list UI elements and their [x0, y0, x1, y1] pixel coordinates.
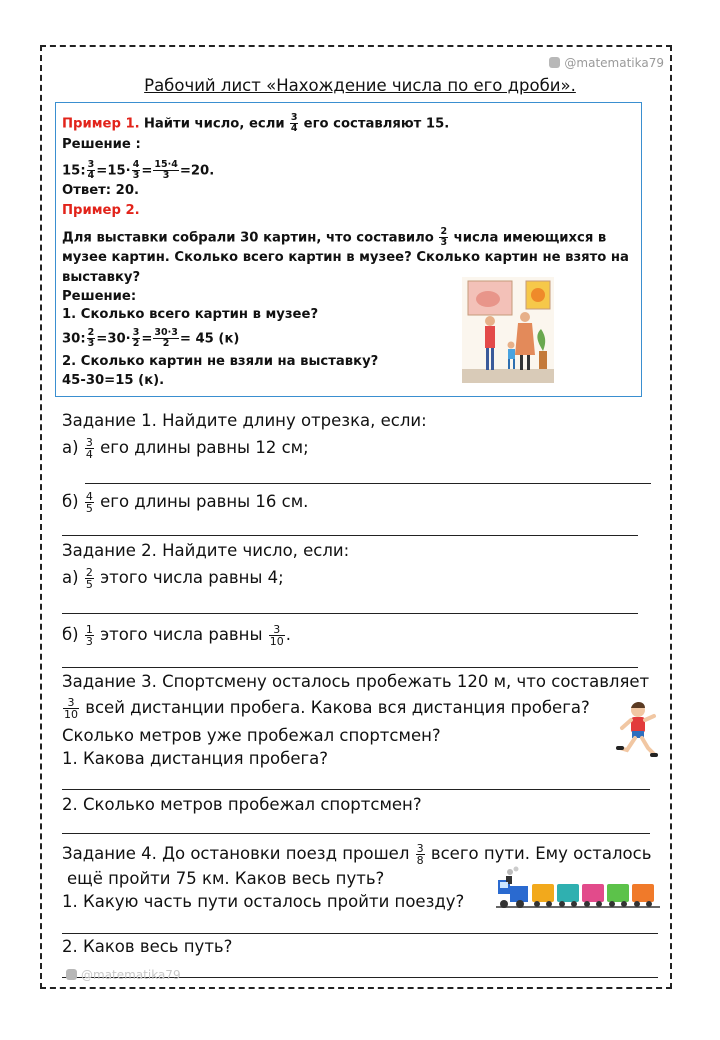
watermark-top: @matematika79 — [549, 56, 664, 70]
example1-calc: 15: $\frac{3}{4}$ =15· $\frac{4}{3}$ = $\frac{15\cdot 4}{3}$ =20. — [62, 159, 215, 181]
train-illustration — [496, 866, 660, 912]
example1-answer: Ответ: 20. — [62, 183, 140, 198]
task2-answer-line-a[interactable] — [62, 613, 638, 614]
example2-solution-label: Решение: — [62, 289, 137, 304]
task2-answer-line-b[interactable] — [62, 667, 638, 668]
task2-heading: Задание 2. Найдите число, если: — [62, 541, 350, 560]
example2-text-line2: музее картин. Сколько всего картин в музее? Сколько картин не взято на — [62, 250, 629, 265]
task3-line3: Сколько метров уже пробежал спортсмен? — [62, 726, 441, 745]
task1-heading: Задание 1. Найдите длину отрезка, если: — [62, 411, 427, 430]
task1-answer-line-a[interactable] — [85, 483, 651, 484]
task2-item-a: а) $\frac{2}{5}$ этого числа равны 4; — [62, 566, 284, 591]
task3-line1: Задание 3. Спортсмену осталось пробежать 120 м, что составляет — [62, 672, 650, 691]
task1-answer-line-b[interactable] — [62, 535, 638, 536]
task1-item-a: а) $\frac{3}{4}$ его длины равны 12 см; — [62, 436, 309, 461]
task3-question1: 1. Какова дистанция пробега? — [62, 749, 329, 768]
task3-answer-line-1[interactable] — [62, 789, 650, 790]
watermark-bottom: @matematika79 — [66, 968, 181, 982]
task4-line2: ещё пройти 75 км. Каков весь путь? — [67, 869, 385, 888]
task2-item-b: б) $\frac{1}{3}$ этого числа равны $\frac{3}{10}$ . — [62, 623, 291, 648]
task4-answer-line-1[interactable] — [62, 933, 658, 934]
example2-step2: 2. Сколько картин не взяли на выставку? — [62, 354, 379, 369]
vk-icon — [549, 57, 560, 68]
task3-line2: $\frac{3}{10}$ всей дистанции пробега. Какова вся дистанция пробега? — [64, 696, 590, 721]
example2-text-line3: выставку? — [62, 270, 141, 285]
task3-question2: 2. Сколько метров пробежал спортсмен? — [62, 795, 422, 814]
task4-question2: 2. Каков весь путь? — [62, 937, 233, 956]
vk-icon — [66, 969, 77, 980]
task4-line1: Задание 4. До остановки поезд прошел $\frac{3}{8}$ всего пути. Ему осталось — [62, 842, 652, 867]
example1-statement: Пример 1. Найти число, если $\frac{3}{4}$ его составляют 15. — [62, 112, 450, 134]
example2-result: 45-30=15 (к). — [62, 373, 165, 388]
example2-step1: 1. Сколько всего картин в музее? — [62, 307, 319, 322]
museum-illustration — [462, 277, 554, 383]
example2-text-line1: Для выставки собрали 30 картин, что составило $\frac{2}{3}$ числа имеющихся в — [62, 226, 607, 248]
example2-label: Пример 2. — [62, 203, 140, 218]
example1-solution-label: Решение : — [62, 137, 141, 152]
runner-illustration — [614, 700, 660, 762]
page-title: Рабочий лист «Нахождение числа по его дроби». — [144, 76, 576, 95]
task3-answer-line-2[interactable] — [62, 833, 650, 834]
task4-question1: 1. Какую часть пути осталось пройти поезду? — [62, 892, 465, 911]
task1-item-b: б) $\frac{4}{5}$ его длины равны 16 см. — [62, 490, 309, 515]
example2-calc: 30: $\frac{2}{3}$ =30· $\frac{3}{2}$ = $\frac{30\cdot 3}{2}$ = 45 (к) — [62, 327, 240, 349]
